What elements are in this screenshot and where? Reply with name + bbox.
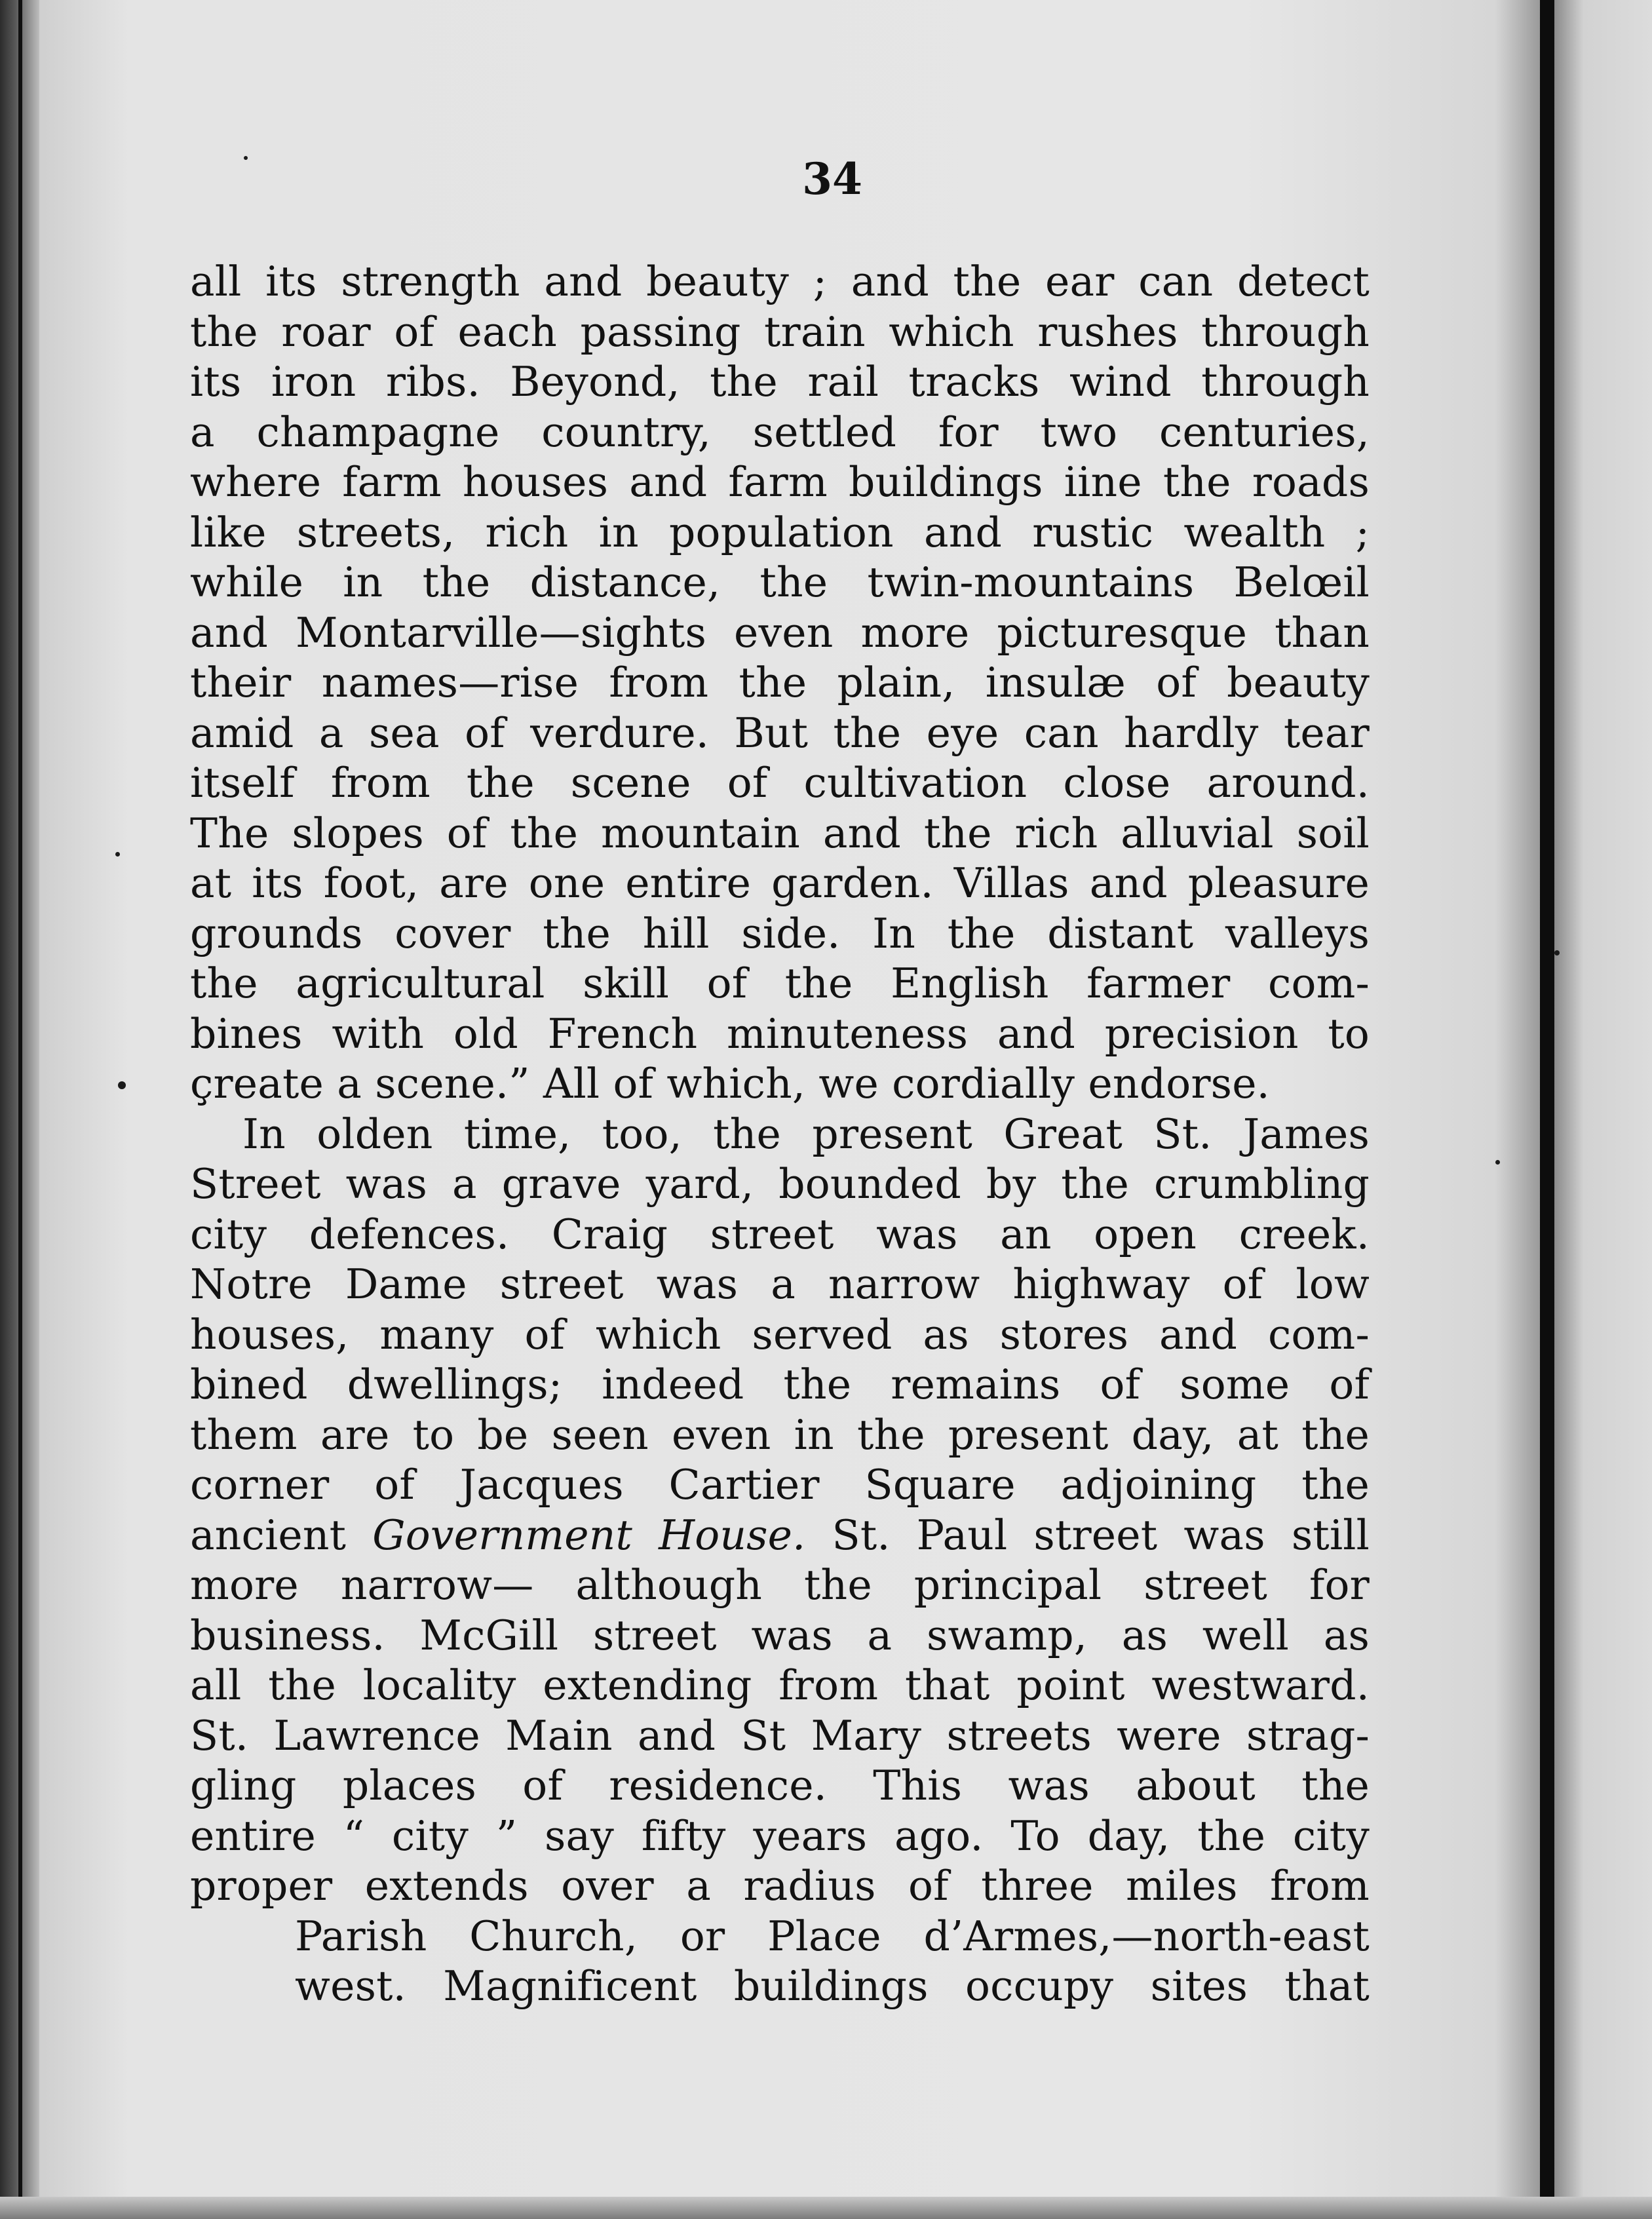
text-line: all the locality extending from that point westward.: [190, 1661, 1370, 1709]
text-line: a champagne country, settled for two centuries,: [190, 408, 1370, 456]
italic-title-government-house: Government House.: [372, 1511, 806, 1559]
text-line: them are to be seen even in the present day, at the: [190, 1410, 1370, 1459]
adjacent-page-edge: [1554, 0, 1652, 2219]
text-line: Parish Church, or Place d’Armes,—north-east: [295, 1912, 1370, 1960]
text-line: corner of Jacques Cartier Square adjoining the: [190, 1461, 1370, 1509]
text-line: çreate a scene.” All of which, we cordially endorse.: [190, 1060, 1270, 1108]
text-line: west. Magnificent buildings occupy sites that: [295, 1962, 1370, 2010]
text-line: The slopes of the mountain and the rich alluvial soil: [190, 809, 1370, 857]
bottom-page-edge: [0, 2197, 1652, 2219]
text-segment: ancient: [190, 1511, 373, 1559]
text-line: at its foot, are one entire garden. Villas and pleasure: [190, 859, 1370, 907]
text-line: bined dwellings; indeed the remains of some of: [190, 1360, 1370, 1408]
page-number: 34: [802, 153, 862, 204]
ink-speck: [115, 852, 120, 857]
text-line: Street was a grave yard, bounded by the crumbling: [190, 1160, 1370, 1208]
text-line: proper extends over a radius of three miles from: [190, 1862, 1370, 1910]
text-line: houses, many of which served as stores and com-: [190, 1310, 1370, 1359]
ink-speck: [1554, 950, 1560, 955]
text-line: more narrow— although the principal street for: [190, 1561, 1370, 1609]
text-line: gling places of residence. This was about the: [190, 1762, 1370, 1809]
body-text: [190, 257, 1370, 2012]
text-line: amid a sea of verdure. But the eye can hardly tear: [190, 708, 1370, 757]
text-line: the agricultural skill of the English farmer com-: [190, 959, 1370, 1007]
ink-speck: [244, 156, 248, 160]
ink-speck: [118, 1081, 126, 1089]
text-line: business. McGill street was a swamp, as well as: [190, 1611, 1370, 1659]
text-line: itself from the scene of cultivation close around.: [190, 759, 1370, 807]
text-line: and Montarville—sights even more picturesque than: [190, 608, 1370, 657]
left-binding-line: [18, 0, 22, 2219]
text-line: Notre Dame street was a narrow highway of low: [190, 1260, 1370, 1308]
text-line: while in the distance, the twin-mountains Belœil: [190, 558, 1370, 606]
text-line: like streets, rich in population and rustic wealth ;: [190, 508, 1370, 556]
paragraph-start-line: In olden time, too, the present Great St. James: [242, 1110, 1370, 1158]
text-line: grounds cover the hill side. In the distant valleys: [190, 909, 1370, 957]
text-line: all its strength and beauty ; and the ear can detect: [190, 258, 1370, 305]
text-line-with-italic: [190, 1511, 1370, 1561]
text-line: city defences. Craig street was an open creek.: [190, 1210, 1370, 1258]
text-line: entire “ city ” say fifty years ago. To day, the city: [190, 1811, 1370, 1860]
text-line: bines with old French minuteness and precision to: [190, 1009, 1370, 1058]
book-spine: [1540, 0, 1554, 2219]
text-line: their names—rise from the plain, insulæ of beauty: [190, 659, 1370, 706]
ink-speck: [1495, 1160, 1500, 1165]
text-segment: St. Paul street was still: [805, 1511, 1370, 1559]
text-line: the roar of each passing train which rushes through: [190, 307, 1370, 356]
text-line: St. Lawrence Main and St Mary streets were strag-: [190, 1711, 1370, 1760]
text-line: where farm houses and farm buildings iine the roads: [190, 458, 1370, 506]
text-line: its iron ribs. Beyond, the rail tracks wind through: [190, 358, 1370, 406]
